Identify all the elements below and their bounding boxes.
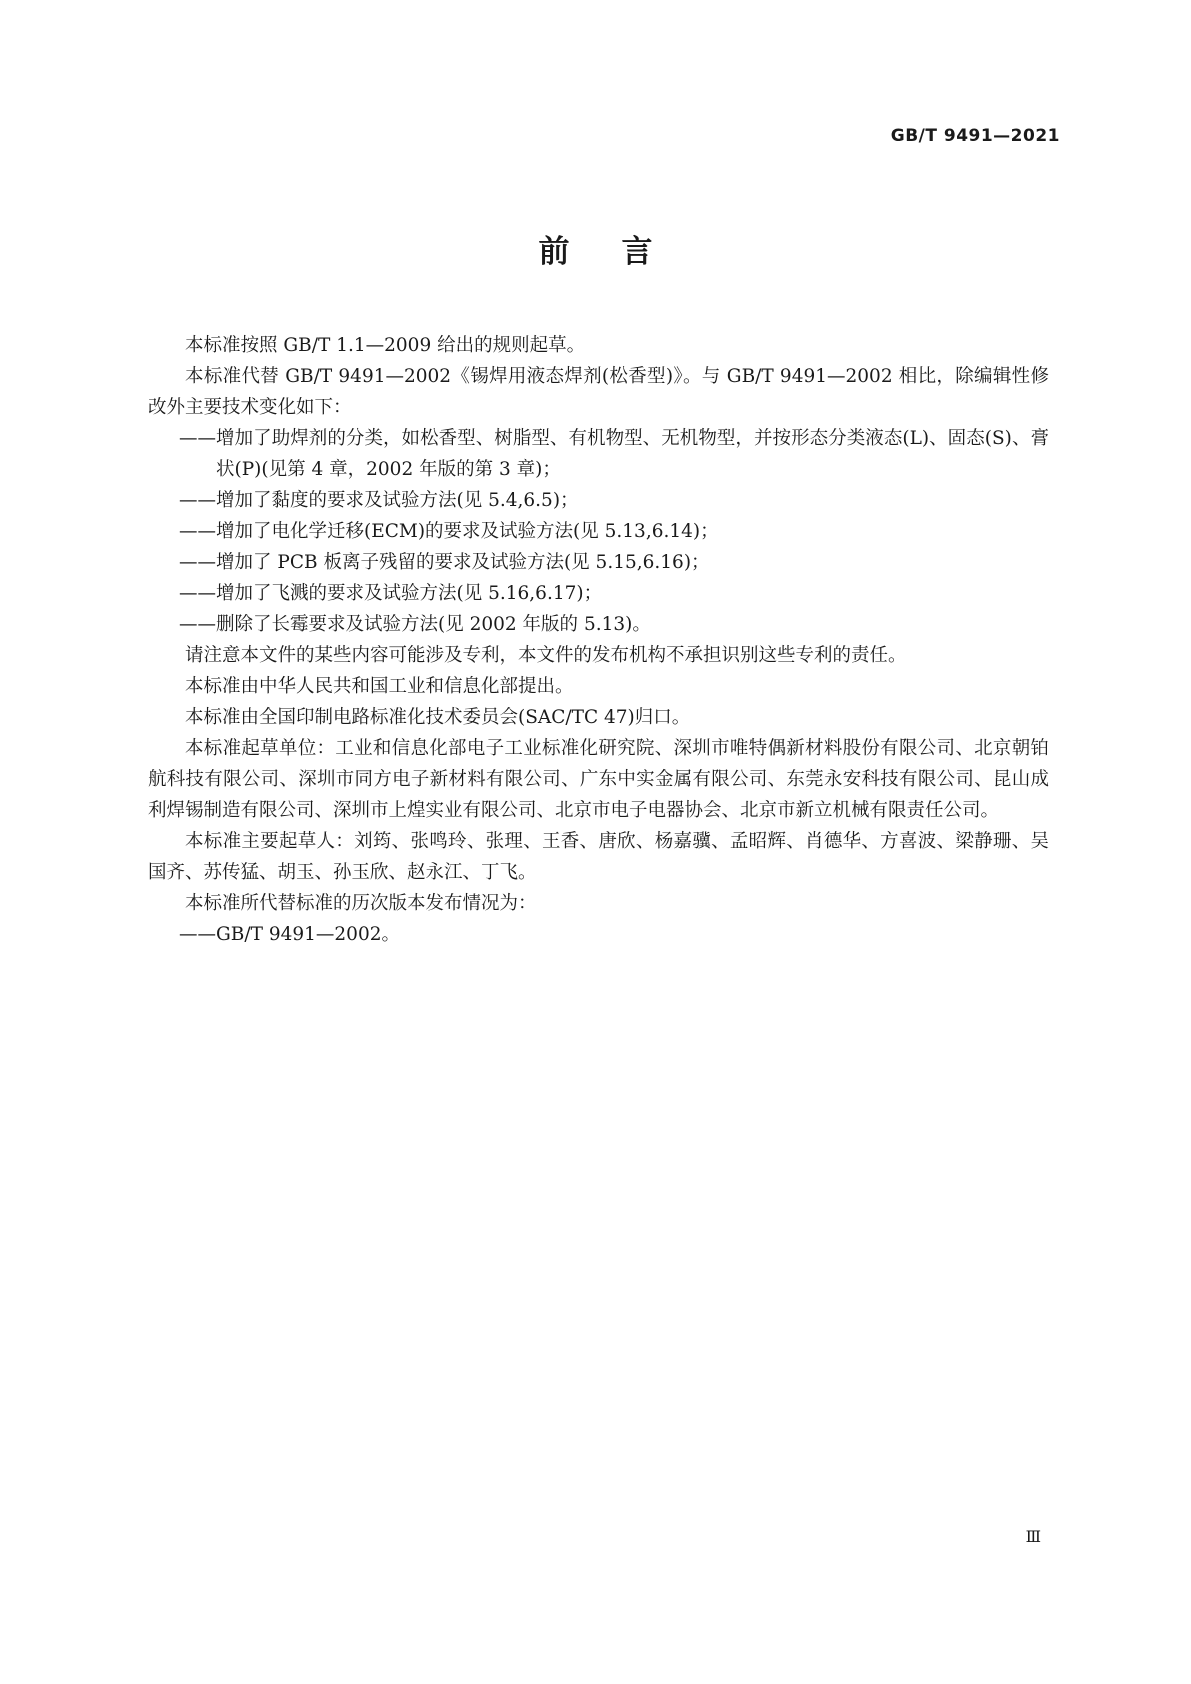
paragraph-centralized-by: 本标准由全国印制电路标准化技术委员会(SAC/TC 47)归口。 (185, 707, 691, 728)
document-body (148, 330, 1049, 950)
change-item-spatter: ——增加了飞溅的要求及试验方法(见 5.16,6.17)； (179, 583, 603, 604)
change-item-mold-deleted: ——删除了长霉要求及试验方法(见 2002 年版的 5.13)。 (179, 614, 651, 635)
paragraph-drafting-units: 本标准起草单位：工业和信息化部电子工业标准化研究院、深圳市唯特偶新材料股份有限公司、北京朝铂航科技有限公司、深圳市同方电子新材料有限公司、广东中实金属有限公司、东莞永安科技有限公司、昆山成利焊锡制造有限公司、深圳市上煌实业有限公司、北京市电子电器协会、北京市新立机械有限责任公司。 (148, 738, 1049, 821)
change-item-ecm: ——增加了电化学迁移(ECM)的要求及试验方法(见 5.13,6.14)； (179, 521, 719, 542)
paragraph-replaces-standard: 本标准代替 GB/T 9491—2002《锡焊用液态焊剂(松香型)》。与 GB/T 9491—2002 相比，除编辑性修改外主要技术变化如下： (148, 366, 1049, 418)
paragraph-previous-editions: 本标准所代替标准的历次版本发布情况为： (185, 893, 537, 914)
standard-code: GB/T 9491—2021 (890, 126, 1060, 146)
paragraph-proposed-by: 本标准由中华人民共和国工业和信息化部提出。 (185, 676, 574, 697)
change-item-pcb-ionic-residue: ——增加了 PCB 板离子残留的要求及试验方法(见 5.15,6.16)； (179, 552, 710, 573)
page-title: 前言 (538, 234, 705, 270)
change-item-classification: ——增加了助焊剂的分类，如松香型、树脂型、有机物型、无机物型，并按形态分类液态(L)、固态(S)、膏状(P)(见第 4 章，2002 年版的第 3 章)； (179, 428, 1049, 480)
page-number: Ⅲ (1025, 1527, 1041, 1546)
change-item-viscosity: ——增加了黏度的要求及试验方法(见 5.4,6.5)； (179, 490, 579, 511)
paragraph-drafting-rules: 本标准按照 GB/T 1.1—2009 给出的规则起草。 (185, 335, 586, 356)
previous-edition-item: ——GB/T 9491—2002。 (179, 924, 400, 945)
paragraph-patent-notice: 请注意本文件的某些内容可能涉及专利，本文件的发布机构不承担识别这些专利的责任。 (185, 645, 907, 666)
paragraph-drafters: 本标准主要起草人：刘筠、张鸣玲、张理、王香、唐欣、杨嘉骥、孟昭辉、肖德华、方喜波、梁静珊、吴国齐、苏传猛、胡玉、孙玉欣、赵永江、丁飞。 (148, 831, 1049, 883)
